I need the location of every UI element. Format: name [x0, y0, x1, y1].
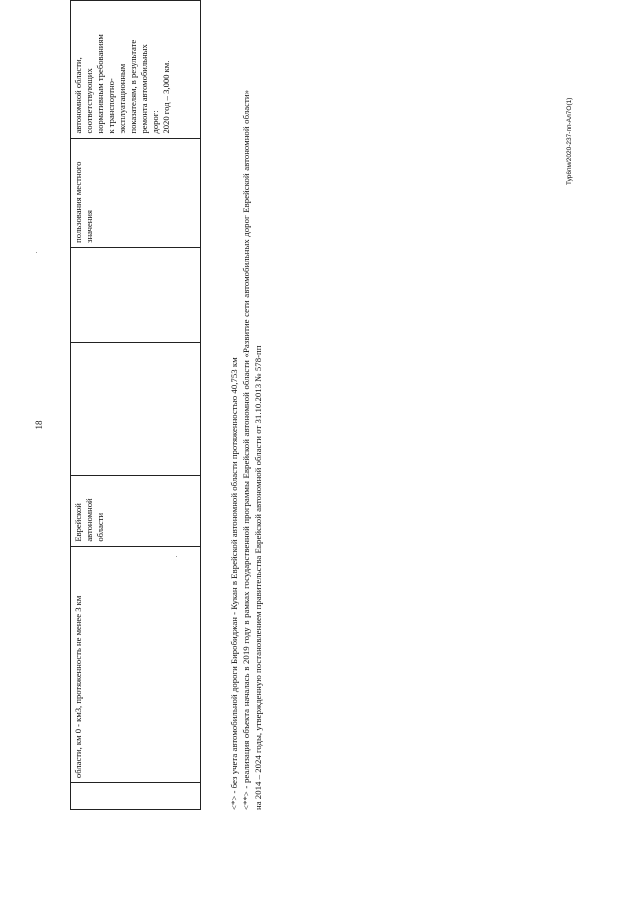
scan-speck — [36, 252, 37, 253]
indicator-line: к транспортно- — [106, 78, 116, 134]
table-row — [71, 1, 201, 810]
footnote-1: <*> - без учета автомобильной дороги Биробиджан - Кукан в Еврейской автономной области протяженностью 40,753 км — [229, 357, 239, 810]
table-cell-indicator — [71, 1, 201, 139]
table-cell-region: Еврейской автономной области — [71, 475, 201, 546]
indicator-line: показателям, в результате — [128, 39, 138, 134]
table-cell-index — [71, 783, 201, 810]
indicator-line: соответствующих — [84, 68, 94, 134]
footnotes — [228, 90, 264, 810]
footnote-2: <**> - реализация объекта началась в 2019 году в рамках государственной программы Еврейской автономной области «Развитие сети автомобильных дорог Еврейской автономной области» на 2014 – 2024 годы, утвержденную постановлением правительства Еврейской автономной области от 31.10.2013 № 578-пп — [241, 90, 263, 810]
indicator-line: дорог: — [150, 110, 160, 134]
document-code: Тур6пм/2020-237-пп-Ал7О(1) — [566, 97, 573, 185]
indicator-line: эксплуатационным — [117, 63, 127, 134]
table-cell-road-type: пользования местного значения — [71, 138, 201, 247]
table-cell-empty-1 — [71, 342, 201, 475]
page-number: 18 — [34, 420, 44, 430]
indicator-line: ремонта автомобильных — [139, 44, 149, 134]
program-table — [70, 0, 201, 810]
scan-speck — [176, 556, 177, 557]
table-cell-empty-2 — [71, 247, 201, 342]
indicator-line: 2020 год – 3,000 км. — [161, 60, 171, 134]
indicator-line: автономной области, — [73, 57, 83, 134]
indicator-line: нормативным требованиям — [95, 34, 105, 134]
table-cell-object: области, км 0 - км3, протяженность не менее 3 км — [71, 546, 201, 782]
